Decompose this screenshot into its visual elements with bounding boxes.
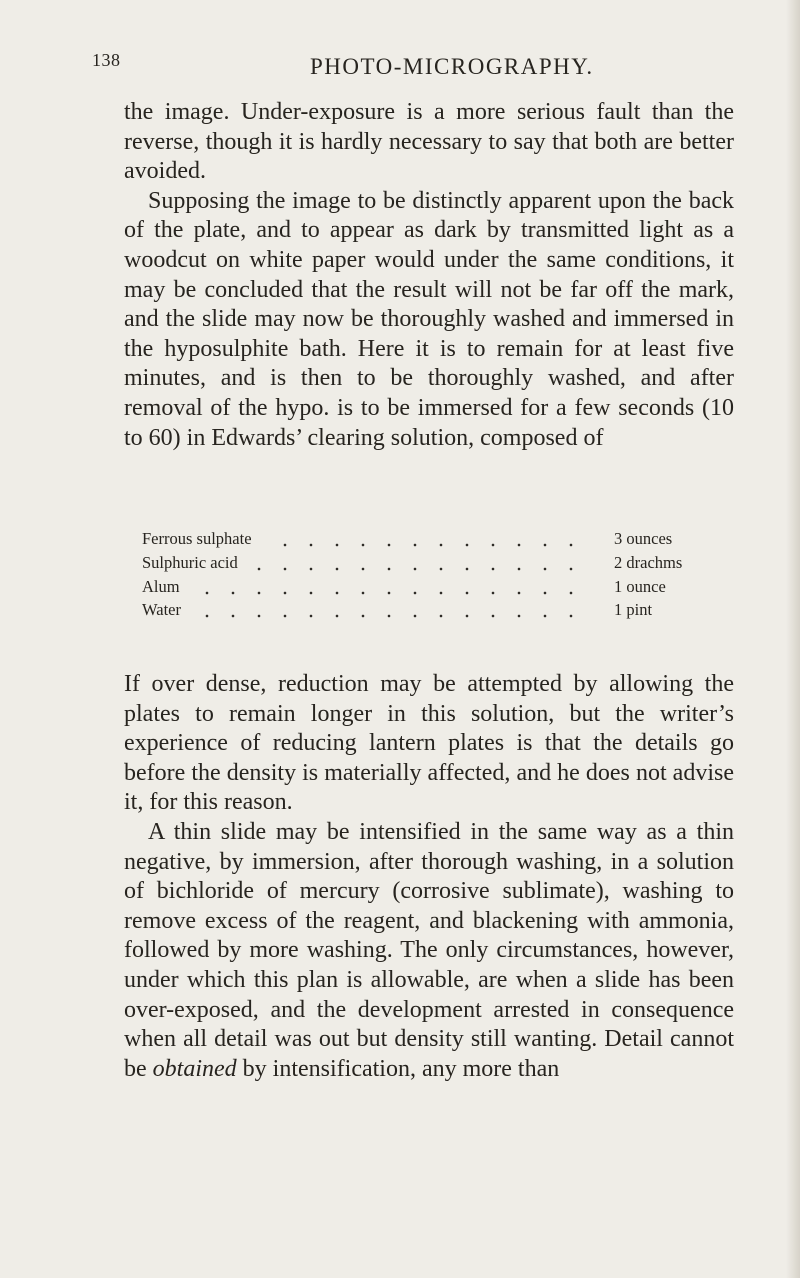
clearing-solution-formula xyxy=(142,527,740,622)
formula-row xyxy=(142,527,740,551)
formula-row xyxy=(142,551,740,575)
ingredient-name: Ferrous sulphate xyxy=(142,527,582,551)
ingredient-quantity: 2 drachms xyxy=(614,552,683,572)
paragraph xyxy=(124,818,734,1084)
page-number: 138 xyxy=(92,50,121,70)
italic-word: obtained xyxy=(152,1055,237,1082)
ingredient-quantity: 1 pint xyxy=(614,600,653,620)
ingredient-name: Sulphuric acid xyxy=(142,551,582,575)
ingredient-name: Water xyxy=(142,598,582,622)
paragraph: the image. Under-exposure is a more serious fault than the reverse, though it is hardly necessary to say that both are better avoided. xyxy=(124,99,734,185)
page-header xyxy=(0,44,800,84)
ingredient-quantity: 1 ounce xyxy=(614,576,666,596)
running-head: PHOTO-MICROGRAPHY. xyxy=(310,54,594,79)
body-text-upper xyxy=(124,98,734,453)
paragraph: If over dense, reduction may be attempted by allowing the plates to remain longer in this solution, but the writer’s experience of reducing lantern plates is that the details go before the density is materially affected, and he does not advise it, for this reason. xyxy=(124,671,734,816)
ingredient-name: Alum xyxy=(142,575,582,599)
paragraph-tail: by intensification, any more than xyxy=(242,1055,560,1082)
formula-row xyxy=(142,598,740,622)
body-text-lower xyxy=(124,670,734,1084)
page-edge-shadow xyxy=(786,0,800,1278)
paragraph: Supposing the image to be distinctly apparent upon the back of the plate, and to appear as dark by transmitted light as a woodcut on white paper would under the same conditions, it may be concluded that the result will not be far off the mark, and the slide may now be thoroughly washed and immersed in the hyposulphite bath. Here it is to remain for at least five minutes, and is then to be thoroughly washed, and after removal of the hypo. is to be immersed for a few seconds (10 to 60) in Edwards’ clearing solution, composed of xyxy=(124,187,734,451)
ingredient-quantity: 3 ounces xyxy=(614,529,673,548)
paragraph-text: A thin slide may be intensified in the same way as a thin negative, by immersion, after thorough washing, in a solution of bichloride of mercury (corrosive sublimate), washing to remove excess of the reagent, and blackening with ammonia, followed by more washing. The only circumstances, however, under which this plan is allowable, are when a slide has been over-exposed, and the development arrested in consequence when all detail was out but density still wanting. Detail cannot be xyxy=(124,818,734,1082)
formula-row xyxy=(142,575,740,599)
